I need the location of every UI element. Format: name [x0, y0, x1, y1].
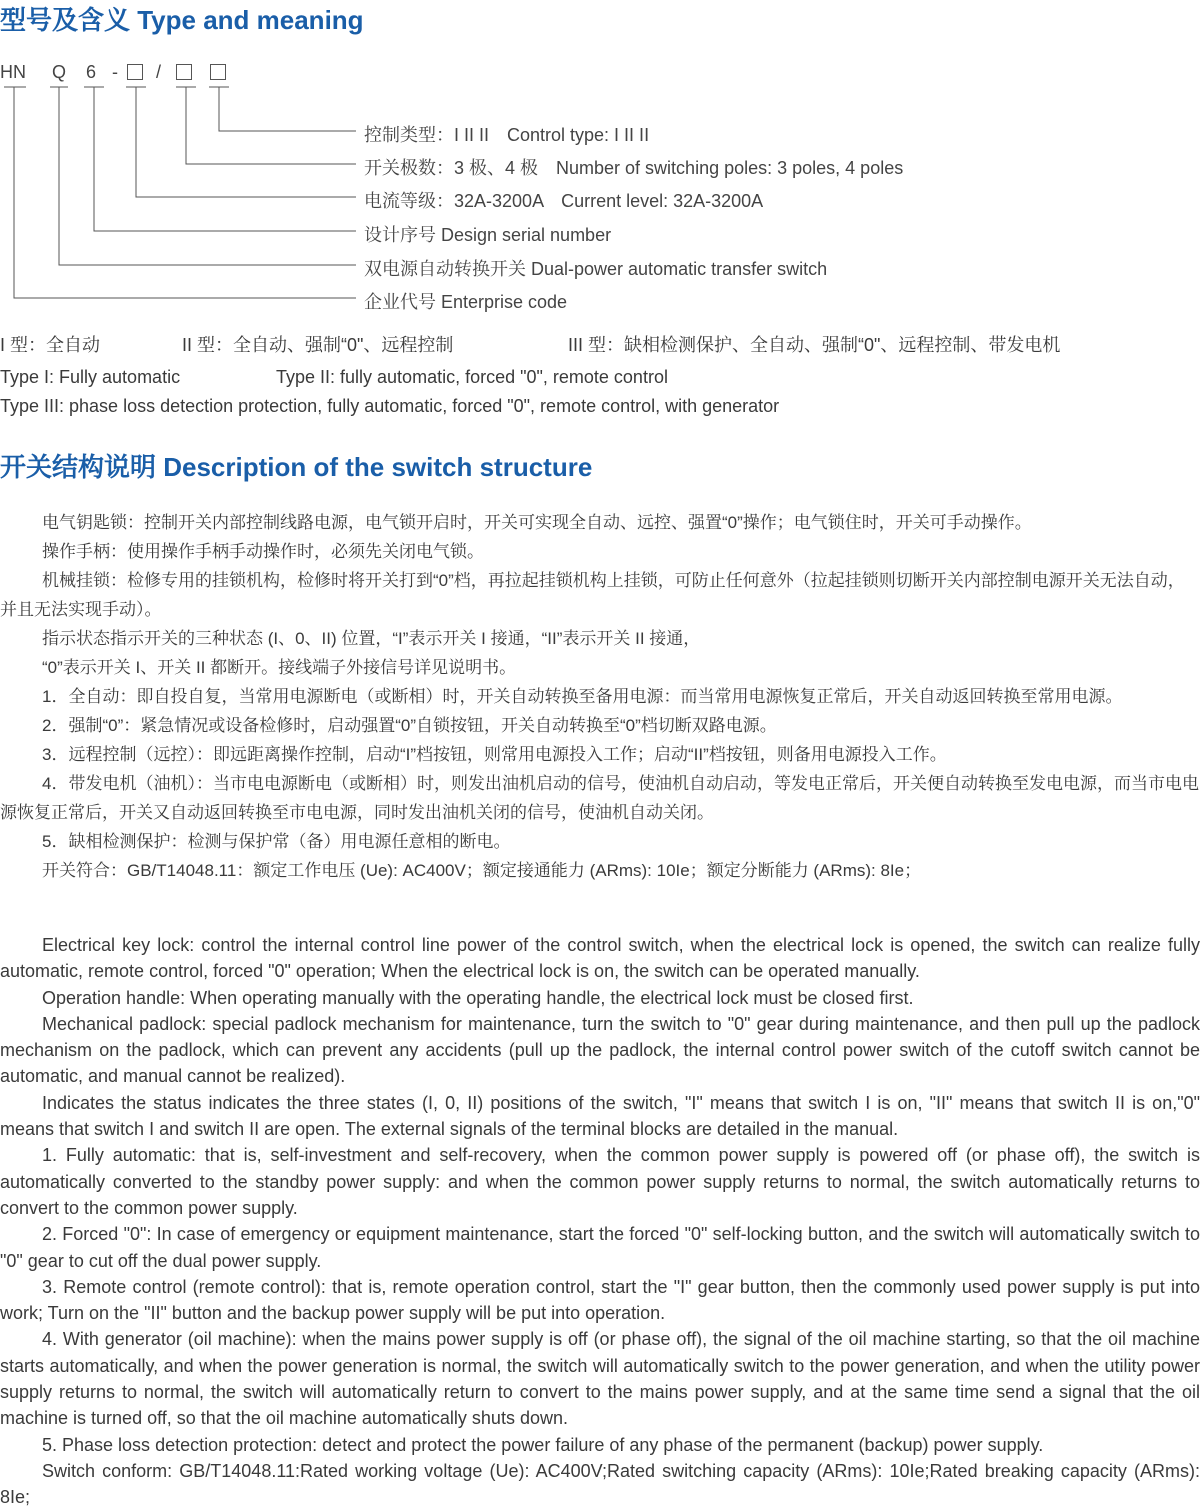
legend-poles: 开关极数：3 极、4 极 Number of switching poles: 3 poles, 4 poles	[364, 158, 904, 178]
en-paragraph: 4. With generator (oil machine): when the mains power supply is off (or phase off), the signal of the oil machine starting, so that the oil machine starts automatically, and when the power generation is normal, the switch will automatically switch to the power generation, and when the utility power supply returns to normal, the switch will automatically return to convert to the mains power supply, and at the same time send a signal that the oil machine is turned off, so that the oil machine automatically shuts down.	[0, 1329, 1200, 1429]
en-paragraph: 2. Forced "0": In case of emergency or equipment maintenance, start the forced "0" self-locking button, and the switch will automatically switch to "0" gear to cut off the dual power supply.	[0, 1224, 1200, 1271]
cn-paragraph: 机械挂锁：检修专用的挂锁机构，检修时将开关打到“0”档，再拉起挂锁机构上挂锁，可防止任何意外（拉起挂锁则切断开关内部控制电源开关无法自动，并且无法实现手动）。	[0, 571, 1185, 619]
en-paragraph: Switch conform: GB/T14048.11:Rated working voltage (Ue): AC400V;Rated switching capacity (ARms): 10Ie;Rated breaking capacity (ARms): 8Ie;	[0, 1460, 1200, 1508]
legend-design-serial: 设计序号 Design serial number	[364, 225, 612, 245]
legend-dual-power: 双电源自动转换开关 Dual-power automatic transfer switch	[364, 259, 828, 279]
type-i-cn: I 型：全自动	[0, 335, 101, 355]
cn-paragraph: 开关符合：GB/T14048.11：额定工作电压 (Ue): AC400V；额定接通能力 (ARms): 10Ie；额定分断能力 (ARms): 8Ie；	[42, 861, 922, 880]
code-slash: /	[156, 62, 162, 82]
en-paragraph: Operation handle: When operating manually with the operating handle, the electrical lock must be closed first.	[42, 987, 914, 1008]
en-paragraph: Indicates the status indicates the three states (I, 0, II) positions of the switch, "I" means that switch I is on, "II" means that switch II is on,"0" means that switch I and switch II are open. The external signals of the terminal blocks are detailed in the manual.	[0, 1092, 1200, 1140]
cn-paragraph: 3．远程控制（远控）：即远距离操作控制，启动“I”档按钮，则常用电源投入工作；启动“II”档按钮，则备用电源投入工作。	[42, 745, 947, 764]
en-paragraph: 1. Fully automatic: that is, self-investment and self-recovery, when the common power supply is powered off (or phase off), the switch is automatically converted to the standby power supply: and when the common power supply returns to normal, the switch automatically returns to convert to the common power supply.	[0, 1145, 1200, 1218]
cn-paragraph: 1．全自动：即自投自复，当常用电源断电（或断相）时，开关自动转换至备用电源：而当常用电源恢复正常后，开关自动返回转换至常用电源。	[42, 687, 1123, 706]
section-title-switch-structure: 开关结构说明 Description of the switch structure	[0, 452, 593, 482]
code-6: 6	[86, 62, 97, 82]
cn-paragraph: 2．强制“0”：紧急情况或设备检修时，启动强置“0”自锁按钮，开关自动转换至“0”档切断双路电源。	[42, 716, 777, 735]
code-q: Q	[52, 62, 67, 82]
en-paragraph: 5. Phase loss detection protection: detect and protect the power failure of any phase of the permanent (backup) power supply.	[42, 1434, 1044, 1455]
code-dash: -	[112, 62, 118, 82]
type-iii-en: Type III: phase loss detection protection, fully automatic, forced "0", remote control, with generator	[0, 396, 780, 416]
en-description	[0, 932, 1200, 1511]
legend-enterprise-code: 企业代号 Enterprise code	[364, 292, 568, 312]
cn-paragraph: 操作手柄：使用操作手柄手动操作时，必须先关闭电气锁。	[42, 542, 484, 561]
code-leader-lines	[0, 0, 370, 310]
cn-paragraph: 5．缺相检测保护：检测与保护常（备）用电源任意相的断电。	[42, 832, 511, 851]
cn-paragraph: 4．带发电机（油机）：当市电电源断电（或断相）时，则发出油机启动的信号，使油机自动启动，等发电正常后，开关便自动转换至发电电源，而当市电电源恢复正常后，开关又自动返回转换至市电电源，同时发出油机关闭的信号，使油机自动关闭。	[0, 774, 1199, 822]
legend-control-type: 控制类型：I II II Control type: I II II	[364, 125, 650, 145]
type-ii-en: Type II: fully automatic, forced "0", remote control	[276, 367, 668, 387]
type-ii-cn: II 型：全自动、强制“0"、远程控制	[182, 335, 454, 355]
cn-paragraph: 电气钥匙锁：控制开关内部控制线路电源，电气锁开启时，开关可实现全自动、远控、强置“0”操作；电气锁住时，开关可手动操作。	[42, 513, 1032, 532]
type-i-en: Type I: Fully automatic	[0, 367, 181, 387]
type-iii-cn: III 型：缺相检测保护、全自动、强制“0"、远程控制、带发电机	[568, 335, 1061, 355]
legend-current-level: 电流等级：32A-3200A Current level: 32A-3200A	[364, 191, 764, 211]
section-title-type-meaning: 型号及含义 Type and meaning	[0, 5, 364, 35]
cn-paragraph: 指示状态指示开关的三种状态 (I、0、II) 位置，“I”表示开关 I 接通，“II”表示开关 II 接通，	[42, 629, 701, 648]
code-hn: HN	[0, 62, 26, 82]
en-paragraph: 3. Remote control (remote control): that is, remote operation control, start the "I" gear button, then the commonly used power supply is put into work; Turn on the "II" button and the backup power supply will be put into operation.	[0, 1276, 1200, 1324]
cn-paragraph: “0”表示开关 I、开关 II 都断开。接线端子外接信号详见说明书。	[42, 658, 517, 677]
cn-description	[0, 508, 1200, 885]
en-paragraph: Mechanical padlock: special padlock mechanism for maintenance, turn the switch to "0" gear during maintenance, and then pull up the padlock mechanism on the padlock, which can prevent any accidents (pull up the padlock, the internal control power switch of the cutoff switch cannot be automatic, and manual cannot be realized).	[0, 1013, 1200, 1087]
en-paragraph: Electrical key lock: control the internal control line power of the control switch, when the electrical lock is opened, the switch can realize fully automatic, remote control, forced "0" operation; When the electrical lock is on, the switch can be operated manually.	[0, 935, 1200, 982]
